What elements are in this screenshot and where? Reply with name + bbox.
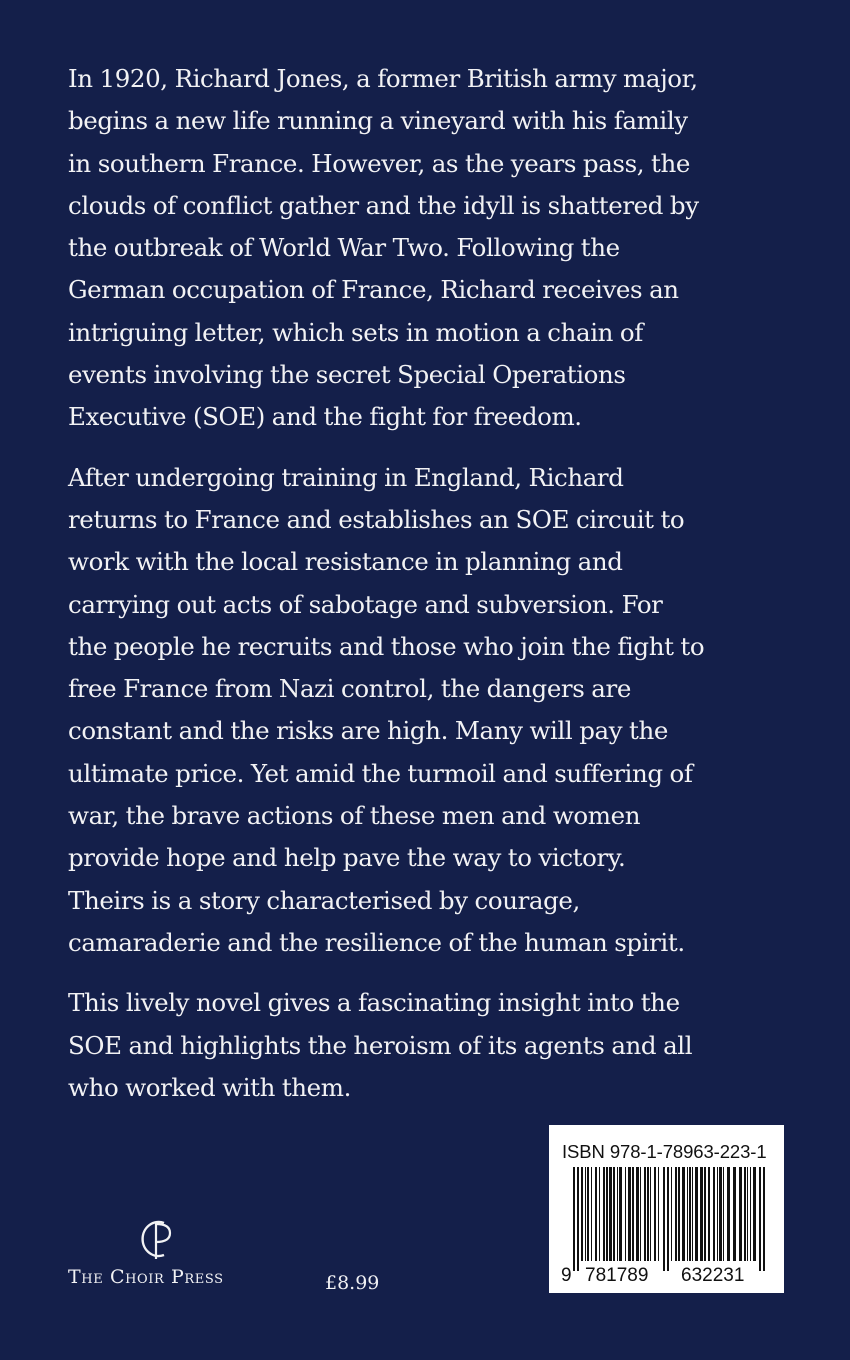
- barcode-digit-first: 9: [561, 1265, 572, 1286]
- barcode-bar: [625, 1167, 626, 1261]
- barcode-bar: [595, 1167, 597, 1261]
- barcode-digits-group-2: 632231: [681, 1265, 745, 1286]
- barcode-bar: [727, 1167, 730, 1261]
- barcode-bar: [678, 1167, 680, 1261]
- barcode-bar: [628, 1167, 631, 1261]
- barcode-bar: [708, 1167, 710, 1261]
- barcode-bar: [647, 1167, 649, 1261]
- barcode-bar: [603, 1167, 605, 1261]
- barcode-bar: [644, 1167, 646, 1261]
- barcode-bar: [654, 1167, 656, 1261]
- barcode-bar: [606, 1167, 608, 1261]
- barcode-bar: [619, 1167, 622, 1261]
- blurb-paragraph-2: After undergoing training in England, Richard returns to France and establishes an SOE circuit to work with the local resistance in planning and carrying out acts of sabotage and subversion. For the people he recruits and those who join the fight to free France from Nazi control, the dangers are constant and the risks are high. Many will pay the ultimate price. Yet amid the turmoil and suffering of war, the brave actions of these men and women provide hope and help pave the way to victory. Theirs is a story characterised by courage, camaraderie and the resilience of the human spirit.: [68, 462, 705, 957]
- barcode-bar: [581, 1167, 583, 1261]
- barcode-bar: [636, 1167, 639, 1261]
- barcode-bar: [617, 1167, 618, 1261]
- barcode-bar: [713, 1167, 715, 1261]
- barcode-bar: [750, 1167, 751, 1261]
- barcode-bar: [632, 1167, 634, 1261]
- isbn-label: ISBN 978-1-78963-223-1: [562, 1141, 767, 1162]
- barcode-bar: [753, 1167, 756, 1261]
- barcode-bar: [667, 1167, 669, 1271]
- barcode-bar: [573, 1167, 575, 1271]
- barcode-bar: [663, 1167, 665, 1271]
- barcode-bar: [739, 1167, 742, 1261]
- barcode-bar: [719, 1167, 722, 1261]
- barcode-bar: [689, 1167, 691, 1261]
- blurb-paragraph-3: This lively novel gives a fascinating insight into the SOE and highlights the heroism of its agents and all who worked with them.: [68, 988, 693, 1102]
- ean13-barcode-icon: [561, 1167, 773, 1275]
- barcode-bar: [687, 1167, 688, 1261]
- price-label: £8.99: [325, 1272, 380, 1294]
- blurb-paragraph-1: In 1920, Richard Jones, a former British army major, begins a new life running a vineyard with his family in southern France. However, as the years pass, the clouds of conflict gather and the idyll is shattered by the outbreak of World War Two. Following the German occupation of France, Richard receives an intriguing letter, which sets in motion a chain of events involving the secret Special Operations Executive (SOE) and the fight for freedom.: [68, 64, 699, 432]
- barcode-bar: [747, 1167, 748, 1261]
- barcode-bar: [717, 1167, 718, 1261]
- barcode-bar: [675, 1167, 677, 1261]
- barcode-bar: [671, 1167, 672, 1261]
- barcode-bar: [587, 1167, 589, 1261]
- barcode-bar: [692, 1167, 693, 1261]
- barcode-bar: [763, 1167, 765, 1271]
- barcode-bar: [577, 1167, 579, 1271]
- barcode-bar: [658, 1167, 659, 1261]
- barcode-bar: [682, 1167, 685, 1261]
- publisher-name: The Choir Press: [68, 1266, 224, 1288]
- barcode-bar: [759, 1167, 761, 1271]
- barcode-bar: [599, 1167, 600, 1261]
- barcode-bar: [744, 1167, 746, 1261]
- barcode-digits-group-1: 781789: [585, 1265, 649, 1286]
- isbn-barcode-box: [549, 1125, 784, 1293]
- barcode-bar: [733, 1167, 736, 1261]
- barcode-bar: [723, 1167, 724, 1261]
- barcode-bar: [591, 1167, 592, 1261]
- barcode-bar: [613, 1167, 615, 1261]
- back-cover-blurb: [68, 58, 708, 1127]
- barcode-bar: [704, 1167, 706, 1261]
- barcode-bar: [640, 1167, 641, 1261]
- barcode-bar: [585, 1167, 586, 1261]
- barcode-bar: [650, 1167, 651, 1261]
- barcode-bar: [700, 1167, 703, 1261]
- barcode-bar: [609, 1167, 612, 1261]
- barcode-bar: [695, 1167, 698, 1261]
- choir-press-cp-logo-icon: [68, 1215, 178, 1267]
